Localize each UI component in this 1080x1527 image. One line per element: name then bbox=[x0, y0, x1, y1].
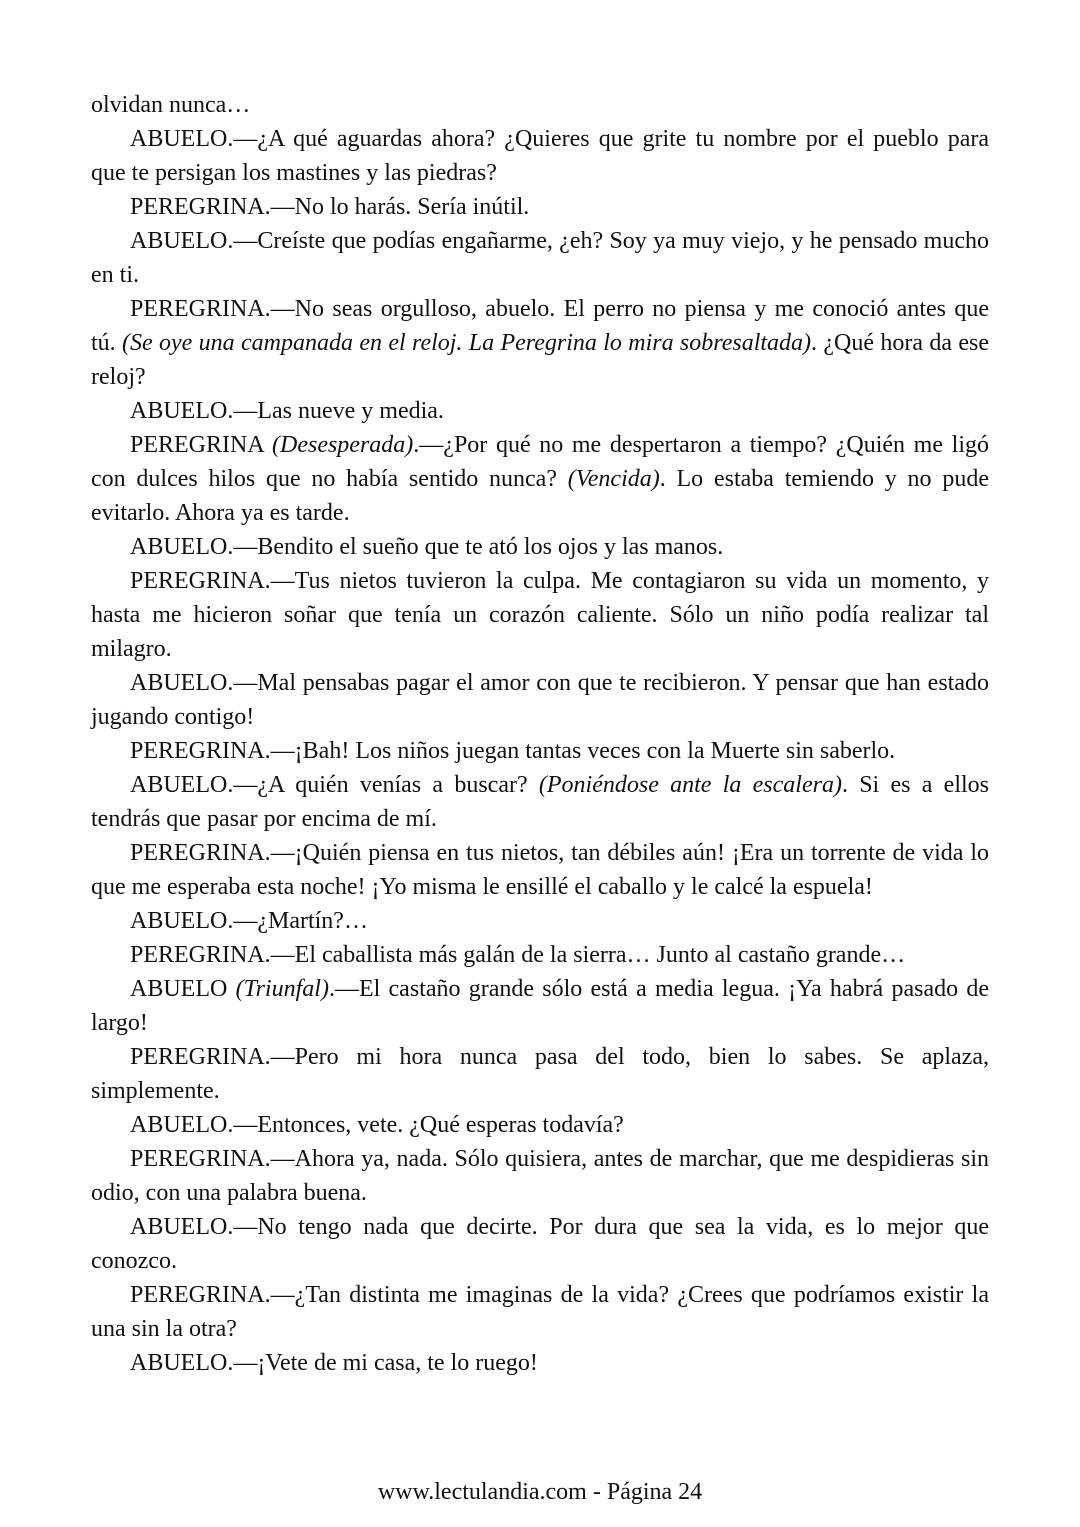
dialogue-text: PEREGRINA.—El caballista más galán de la sierra… Junto al castaño grande… bbox=[130, 942, 906, 968]
document-page-body bbox=[91, 88, 989, 1380]
dialogue-text: PEREGRINA.—¡Bah! Los niños juegan tantas veces con la Muerte sin saberlo. bbox=[130, 738, 896, 764]
dialogue-text: olvidan nunca… bbox=[91, 92, 251, 118]
dialogue-paragraph bbox=[91, 428, 989, 530]
dialogue-paragraph bbox=[91, 904, 989, 938]
dialogue-paragraph bbox=[91, 1108, 989, 1142]
dialogue-text: PEREGRINA.—Tus nietos tuvieron la culpa. Me contagiaron su vida un momento, y hasta me hicieron soñar que tenía un corazón caliente. Sólo un niño podía realizar tal milagro. bbox=[91, 568, 989, 662]
stage-direction: (Triunfal) bbox=[235, 976, 329, 1002]
dialogue-text: . ¿Qué hora da ese reloj? bbox=[91, 330, 990, 390]
dialogue-text: ABUELO.—Bendito el sueño que te ató los ojos y las manos. bbox=[130, 534, 724, 560]
dialogue-paragraph bbox=[91, 224, 989, 292]
page-footer bbox=[0, 1475, 1080, 1509]
dialogue-paragraph bbox=[91, 734, 989, 768]
dialogue-text: ABUELO bbox=[130, 976, 236, 1002]
dialogue-text: PEREGRINA.—Pero mi hora nunca pasa del todo, bien lo sabes. Se aplaza, simplemente. bbox=[91, 1044, 989, 1104]
dialogue-text: PEREGRINA.—No lo harás. Sería inútil. bbox=[130, 194, 530, 220]
dialogue-text: ABUELO.—Mal pensabas pagar el amor con que te recibieron. Y pensar que han estado jugando contigo! bbox=[91, 670, 989, 730]
dialogue-text: ABUELO.—Creíste que podías engañarme, ¿eh? Soy ya muy viejo, y he pensado mucho en ti. bbox=[91, 228, 989, 288]
dialogue-paragraph bbox=[91, 1142, 989, 1210]
dialogue-paragraph bbox=[91, 1040, 989, 1108]
dialogue-text: PEREGRINA.—Ahora ya, nada. Sólo quisiera, antes de marchar, que me despidieras sin odio, con una palabra buena. bbox=[91, 1146, 989, 1206]
dialogue-text: ABUELO.—No tengo nada que decirte. Por dura que sea la vida, es lo mejor que conozco. bbox=[91, 1214, 989, 1274]
dialogue-text: ABUELO.—¿A qué aguardas ahora? ¿Quieres que grite tu nombre por el pueblo para que te persigan los mastines y las piedras? bbox=[91, 126, 989, 186]
stage-direction: (Poniéndose ante la escalera) bbox=[538, 772, 842, 798]
dialogue-paragraph bbox=[91, 666, 989, 734]
dialogue-paragraph bbox=[91, 122, 989, 190]
dialogue-text: PEREGRINA.—¿Tan distinta me imaginas de la vida? ¿Crees que podríamos existir la una sin la otra? bbox=[91, 1282, 989, 1342]
dialogue-paragraph bbox=[91, 88, 989, 122]
dialogue-text: .—El castaño grande sólo está a media legua. ¡Ya habrá pasado de largo! bbox=[91, 976, 990, 1036]
dialogue-text: PEREGRINA.—No seas orgulloso, abuelo. El perro no piensa y me conoció antes que tú. bbox=[91, 296, 989, 356]
dialogue-paragraph bbox=[91, 1210, 989, 1278]
footer-text: www.lectulandia.com - Página 24 bbox=[377, 1479, 703, 1505]
dialogue-paragraph bbox=[91, 564, 989, 666]
dialogue-text: ABUELO.—¡Vete de mi casa, te lo ruego! bbox=[130, 1350, 538, 1376]
stage-direction: (Se oye una campanada en el reloj. La Peregrina lo mira sobresaltada) bbox=[122, 330, 812, 356]
dialogue-text: ABUELO.—¿A quién venías a buscar? bbox=[130, 772, 539, 798]
dialogue-paragraph bbox=[91, 768, 989, 836]
dialogue-paragraph bbox=[91, 530, 989, 564]
dialogue-paragraph bbox=[91, 836, 989, 904]
dialogue-paragraph bbox=[91, 292, 989, 394]
dialogue-paragraph bbox=[91, 972, 989, 1040]
dialogue-text: PEREGRINA bbox=[130, 432, 272, 458]
dialogue-paragraph bbox=[91, 190, 989, 224]
dialogue-text: . Si es a ellos tendrás que pasar por encima de mí. bbox=[91, 772, 989, 832]
dialogue-paragraph bbox=[91, 1346, 989, 1380]
stage-direction: (Vencida) bbox=[567, 466, 660, 492]
dialogue-paragraph bbox=[91, 1278, 989, 1346]
stage-direction: (Desesperada) bbox=[272, 432, 414, 458]
dialogue-text: ABUELO.—¿Martín?… bbox=[130, 908, 368, 934]
dialogue-text: PEREGRINA.—¡Quién piensa en tus nietos, tan débiles aún! ¡Era un torrente de vida lo que me esperaba esta noche! ¡Yo misma le ensillé el caballo y le calcé la espuela! bbox=[91, 840, 989, 900]
dialogue-paragraph bbox=[91, 394, 989, 428]
dialogue-text: ABUELO.—Las nueve y media. bbox=[130, 398, 444, 424]
dialogue-text: ABUELO.—Entonces, vete. ¿Qué esperas todavía? bbox=[130, 1112, 624, 1138]
dialogue-paragraph bbox=[91, 938, 989, 972]
dialogue-text: .—¿Por qué no me despertaron a tiempo? ¿Quién me ligó con dulces hilos que no había sentido nunca? bbox=[91, 432, 989, 492]
dialogue-text: . Lo estaba temiendo y no pude evitarlo. Ahora ya es tarde. bbox=[91, 466, 989, 526]
